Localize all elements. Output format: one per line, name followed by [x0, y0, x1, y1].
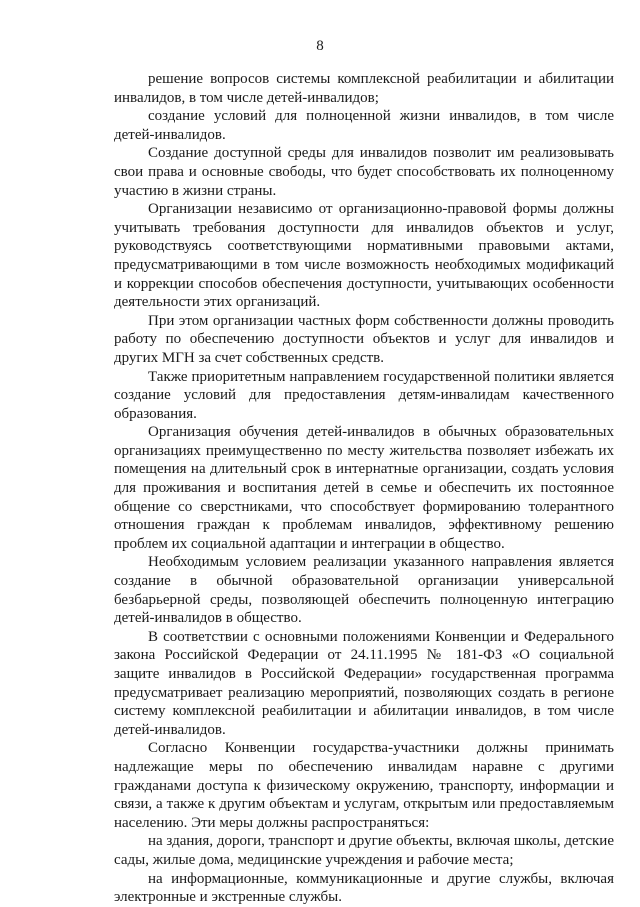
paragraph: Создание доступной среды для инвалидов позволит им реализовывать свои права и основные свободы, что будет способствовать их полноценному участию в жизни страны.: [114, 145, 614, 199]
paragraph: В соответствии с основными положениями Конвенции и Федерального закона Российской Федерации от 24.11.1995 № 181-ФЗ «О социальной защите инвалидов в Российской Федерации» государственная программа предусматривает реализацию мероприятий, позволяющих создать в регионе систему комплексной реабилитации и абилитации инвалидов, в том числе детей-инвалидов.: [114, 628, 614, 738]
paragraph: Организация обучения детей-инвалидов в обычных образовательных организациях преимущественно по месту жительства позволяет избежать их помещения на длительный срок в интернатные организации, создать условия для проживания и воспитания детей в семье и обеспечить их постоянное общение со сверстниками, что способствует формированию толерантного отношения граждан к проблемам инвалидов, эффективному решению проблем их социальной адаптации и интеграции в общество.: [114, 424, 614, 552]
page-number: 8: [316, 38, 324, 54]
paragraph: Согласно Конвенции государства-участники должны принимать надлежащие меры по обеспечению инвалидам наравне с другими гражданами доступа к физическому окружению, транспорту, информации и связи, а также к другим объектам и услугам, открытым или предоставляемым населению. Эти меры должны распространяться:: [114, 740, 614, 831]
paragraph: Необходимым условием реализации указанного направления является создание в обычной образовательной организации универсальной безбарьерной среды, позволяющей обеспечить полноценную интеграцию детей-инвалидов в общество.: [114, 554, 614, 627]
paragraph: Также приоритетным направлением государственной политики является создание условий для предоставления детям-инвалидам качественного образования.: [114, 368, 614, 422]
document-body: [114, 70, 614, 907]
paragraph: на информационные, коммуникационные и другие службы, включая электронные и экстренные службы.: [114, 870, 614, 906]
paragraph: При этом организации частных форм собственности должны проводить работу по обеспечению доступности объектов и услуг для инвалидов и других МГН за счет собственных средств.: [114, 312, 614, 366]
paragraph: решение вопросов системы комплексной реабилитации и абилитации инвалидов, в том числе детей-инвалидов;: [114, 71, 614, 106]
paragraph: Организации независимо от организационно-правовой формы должны учитывать требования доступности для инвалидов объектов и услуг, руководствуясь соответствующими нормативными правовыми актами, предусматривающими в том числе возможность необходимых модификаций и коррекции способов обеспечения доступности, учитывающих особенности деятельности этих организаций.: [114, 201, 614, 311]
paragraph: создание условий для полноценной жизни инвалидов, в том числе детей-инвалидов.: [114, 108, 614, 143]
paragraph: на здания, дороги, транспорт и другие объекты, включая школы, детские сады, жилые дома, медицинские учреждения и рабочие места;: [114, 833, 614, 868]
